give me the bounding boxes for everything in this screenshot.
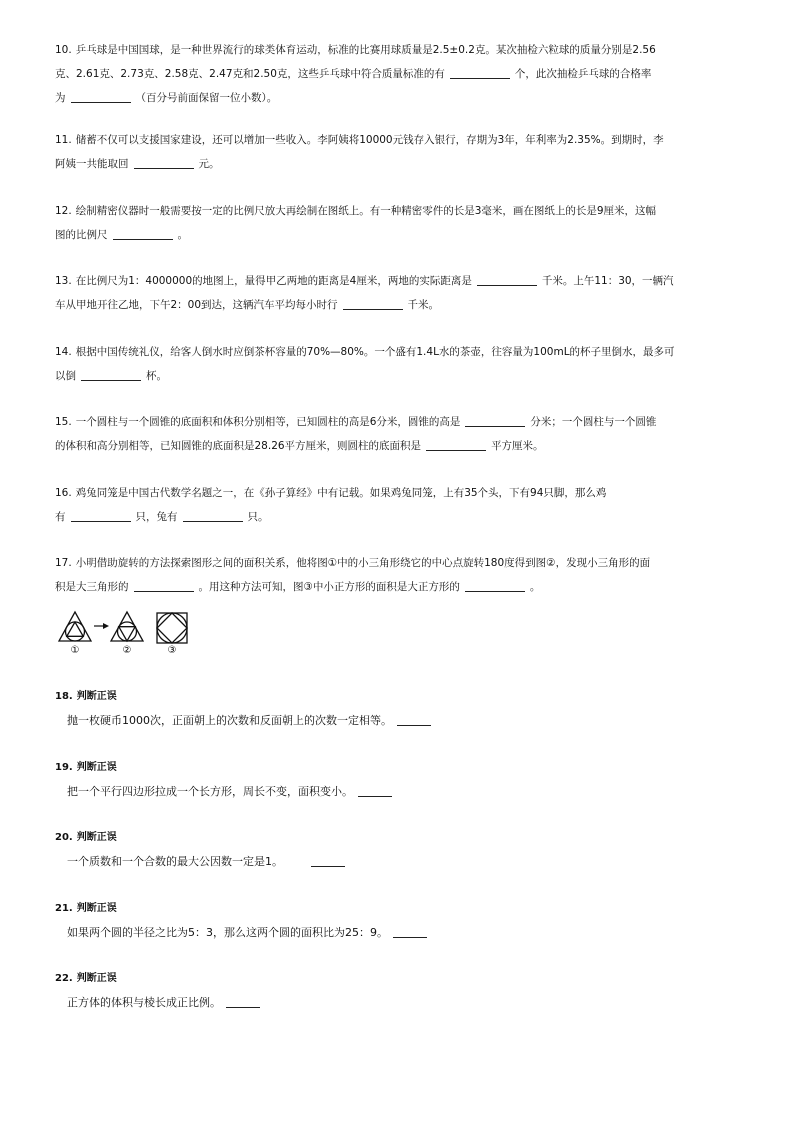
section-label: 判断正误 [76,973,117,984]
question-text: 一个圆柱与一个圆锥的底面积和体积分别相等，已知圆柱的高是6分米，圆锥的高是 [75,416,461,428]
figure-label-1: ① [70,645,80,654]
question-16 [55,481,745,529]
question-18 [55,685,745,733]
section-label: 判断正误 [76,832,117,843]
section-label: 判断正误 [76,903,117,914]
question-12 [55,199,745,247]
question-text: 千米。 [407,299,440,311]
question-11 [55,128,745,176]
figure-1 [59,612,91,641]
question-number: 20. [55,832,73,843]
answer-blank[interactable] [465,579,525,592]
statement-text: 一个质数和一个合数的最大公因数一定是1。 [67,855,283,868]
question-text: 。 [177,229,188,241]
question-number: 22. [55,973,73,984]
section-label: 判断正误 [76,762,117,773]
statement-text: 如果两个圆的半径之比为5：3，那么这两个圆的面积比为25：9。 [67,926,388,939]
figure-label-2: ② [122,645,132,654]
question-text: 乒乓球是中国国球，是一种世界流行的球类体育运动，标准的比赛用球质量是2.5±0.2克。某次抽检六粒球的质量分别是2.56 [75,44,656,56]
question-text: 积是大三角形的 [55,581,129,593]
answer-blank[interactable] [71,509,131,522]
question-text: 鸡兔同笼是中国古代数学名题之一，在《孙子算经》中有记载。如果鸡兔同笼，上有35个头，下有94只脚，那么鸡 [75,487,607,499]
answer-blank[interactable] [477,273,537,286]
rotation-figure [57,610,197,654]
arrow-icon [94,623,109,629]
answer-blank[interactable] [81,368,141,381]
answer-blank[interactable] [343,297,403,310]
question-number: 10. [55,44,72,56]
question-text: 只。 [247,511,269,523]
rotation-figure-svg [57,610,197,654]
question-text: 在比例尺为1：4000000的地图上，量得甲乙两地的距离是4厘米，两地的实际距离是 [75,275,472,287]
answer-blank[interactable] [113,227,173,240]
figure-label-3: ③ [167,645,177,654]
question-14 [55,340,745,388]
figure-2 [111,612,143,641]
question-10 [55,38,745,110]
question-text: 分米；一个圆柱与一个圆锥 [530,416,657,428]
question-text: 克、2.61克、2.73克、2.58克、2.47克和2.50克，这些乒乓球中符合质量标准的有 [55,68,445,80]
answer-blank[interactable] [426,438,486,451]
question-21 [55,897,745,945]
question-text: 以倒 [55,370,76,382]
question-text: 个，此次抽检乒乓球的合格率 [514,68,652,80]
question-number: 17. [55,557,72,569]
question-text: 的体积和高分别相等，已知圆锥的底面积是28.26平方厘米，则圆柱的底面积是 [55,440,422,452]
answer-blank[interactable] [226,995,260,1008]
question-text: （百分号前面保留一位小数）。 [135,92,278,104]
question-text: 。用这种方法可知，图③中小正方形的面积是大正方形的 [198,581,460,593]
question-number: 11. [55,134,72,146]
question-text: 根据中国传统礼仪，给客人倒水时应倒茶杯容量的70%—80%。一个盛有1.4L水的茶壶，往容量为100mL的杯子里倒水，最多可 [75,346,675,358]
answer-blank[interactable] [465,414,525,427]
question-text: 千米。上午11：30，一辆汽 [541,275,674,287]
question-text: 杯。 [146,370,167,382]
question-22 [55,967,745,1015]
question-text: 。 [529,581,541,593]
answer-blank[interactable] [311,854,345,867]
question-15 [55,410,745,458]
question-number: 13. [55,275,72,287]
question-text: 元。 [198,158,220,170]
answer-blank[interactable] [183,509,243,522]
section-label: 判断正误 [76,691,117,702]
statement-text: 抛一枚硬币1000次，正面朝上的次数和反面朝上的次数一定相等。 [67,714,392,727]
answer-blank[interactable] [393,925,427,938]
question-text: 车从甲地开往乙地，下午2：00到达，这辆汽车平均每小时行 [55,299,338,311]
question-19 [55,756,745,804]
question-number: 14. [55,346,72,358]
question-number: 16. [55,487,72,499]
question-13 [55,269,745,317]
answer-blank[interactable] [450,66,510,79]
question-text: 储蓄不仅可以支援国家建设，还可以增加一些收入。李阿姨将10000元钱存入银行，存期为3年，年利率为2.35%。到期时，李 [75,134,664,146]
figure-3 [157,613,187,643]
question-text: 平方厘米。 [491,440,544,452]
answer-blank[interactable] [71,90,131,103]
question-number: 19. [55,762,73,773]
answer-blank[interactable] [134,156,194,169]
question-17 [55,551,745,599]
question-text: 小明借助旋转的方法探索图形之间的面积关系，他将图①中的小三角形绕它的中心点旋转180度得到图②，发现小三角形的面 [75,557,651,569]
statement-text: 把一个平行四边形拉成一个长方形，周长不变，面积变小。 [67,785,353,798]
question-text: 有 [55,511,66,523]
question-number: 18. [55,691,73,702]
answer-blank[interactable] [397,713,431,726]
statement-text: 正方体的体积与棱长成正比例。 [67,996,221,1009]
question-text: 阿姨一共能取回 [55,158,129,170]
question-20 [55,826,745,874]
question-number: 15. [55,416,72,428]
answer-blank[interactable] [358,784,392,797]
question-number: 12. [55,205,72,217]
question-number: 21. [55,903,73,914]
question-text: 图的比例尺 [55,229,108,241]
question-text: 绘制精密仪器时一般需要按一定的比例尺放大再绘制在图纸上。有一种精密零件的长是3毫米，画在图纸上的长是9厘米，这幅 [75,205,657,217]
question-text: 为 [55,92,66,104]
question-text: 只，兔有 [135,511,178,523]
answer-blank[interactable] [134,579,194,592]
